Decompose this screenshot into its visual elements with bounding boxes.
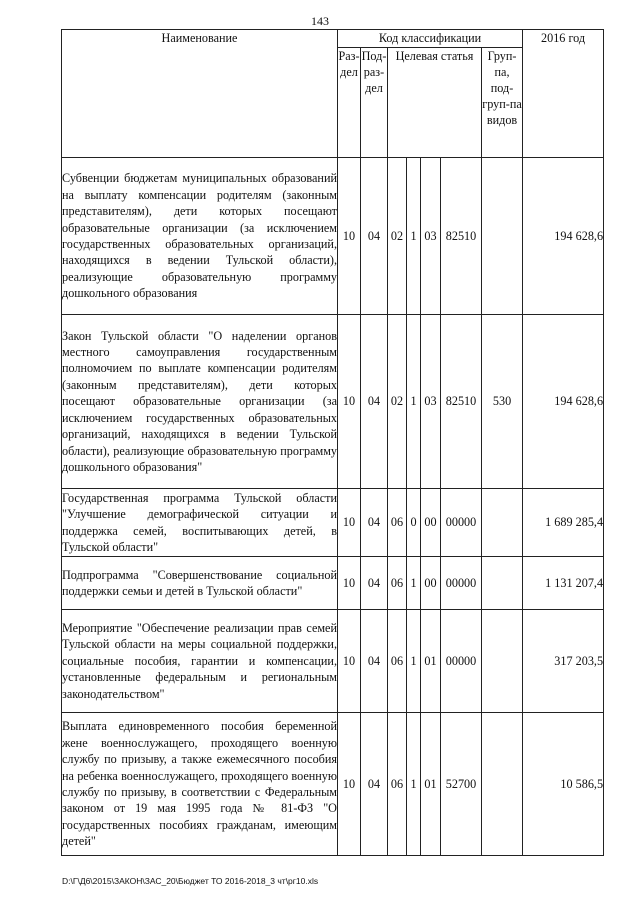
table-row	[62, 158, 604, 315]
row-name: Государственная программа Тульской области "Улучшение демографической ситуации и поддержка семей, воспитывающих детей, в Тульской области"	[62, 489, 338, 557]
row-direction: 00000	[441, 489, 482, 557]
header-podrazdel: Под-раз-дел	[361, 48, 388, 158]
row-group	[482, 610, 523, 713]
row-subprogram: 0	[407, 489, 421, 557]
row-podrazdel: 04	[361, 557, 388, 610]
row-amount: 194 628,6	[523, 315, 604, 489]
row-subprogram: 1	[407, 610, 421, 713]
row-program: 02	[388, 315, 407, 489]
row-subprogram: 1	[407, 557, 421, 610]
row-name: Мероприятие "Обеспечение реализации прав семей Тульской области на меры социальной поддержки, социальные пособия, гарантии и компенсации, установленные федеральным и региональным законодательством"	[62, 610, 338, 713]
row-podrazdel: 04	[361, 315, 388, 489]
row-direction: 00000	[441, 610, 482, 713]
row-event: 03	[421, 315, 441, 489]
row-razdel: 10	[338, 315, 361, 489]
row-group	[482, 713, 523, 856]
row-razdel: 10	[338, 610, 361, 713]
file-path-footer: D:\Г\Д6\2015\ЗАКОН\ЗАС_20\Бюджет ТО 2016-2018_3 чт\рг10.xls	[62, 876, 319, 886]
header-name: Наименование	[62, 30, 338, 158]
header-year: 2016 год	[523, 30, 604, 158]
row-razdel: 10	[338, 713, 361, 856]
table-row	[62, 713, 604, 856]
row-program: 06	[388, 713, 407, 856]
row-group	[482, 489, 523, 557]
row-amount: 1 131 207,4	[523, 557, 604, 610]
table-row	[62, 610, 604, 713]
row-razdel: 10	[338, 158, 361, 315]
row-amount: 1 689 285,4	[523, 489, 604, 557]
row-razdel: 10	[338, 557, 361, 610]
table-row	[62, 315, 604, 489]
table-row	[62, 557, 604, 610]
row-event: 01	[421, 610, 441, 713]
row-event: 00	[421, 489, 441, 557]
budget-table	[61, 29, 604, 856]
header-classification: Код классификации	[338, 30, 523, 48]
row-group: 530	[482, 315, 523, 489]
header-group: Груп-па, под-груп-па видов	[482, 48, 523, 158]
row-name: Закон Тульской области "О наделении органов местного самоуправления государственным полномочием по выплате компенсации родителям (законным представителям), дети которых посещают образовательные организации (за исключением государственных образовательных организаций, находящихся в ведении Тульской области), реализующие образовательную программу дошкольного образования"	[62, 315, 338, 489]
row-name: Подпрограмма "Совершенствование социальной поддержки семьи и детей в Тульской области"	[62, 557, 338, 610]
row-program: 06	[388, 557, 407, 610]
row-group	[482, 557, 523, 610]
row-razdel: 10	[338, 489, 361, 557]
row-direction: 82510	[441, 315, 482, 489]
row-group	[482, 158, 523, 315]
row-amount: 10 586,5	[523, 713, 604, 856]
table-row	[62, 489, 604, 557]
row-event: 01	[421, 713, 441, 856]
row-amount: 194 628,6	[523, 158, 604, 315]
row-podrazdel: 04	[361, 610, 388, 713]
row-event: 03	[421, 158, 441, 315]
header-target-article: Целевая статья	[388, 48, 482, 158]
row-direction: 82510	[441, 158, 482, 315]
row-podrazdel: 04	[361, 158, 388, 315]
row-podrazdel: 04	[361, 713, 388, 856]
row-direction: 00000	[441, 557, 482, 610]
row-program: 06	[388, 489, 407, 557]
row-name: Субвенции бюджетам муниципальных образований на выплату компенсации родителям (законным представителям), дети которых посещают образовательные организации (за исключением государственных образовательных организаций, находящихся в ведении Тульской области), реализующие образовательную программу дошкольного образования	[62, 158, 338, 315]
row-podrazdel: 04	[361, 489, 388, 557]
header-razdel: Раз-дел	[338, 48, 361, 158]
row-event: 00	[421, 557, 441, 610]
row-program: 06	[388, 610, 407, 713]
row-name: Выплата единовременного пособия беременной жене военнослужащего, проходящего военную службу по призыву, а также ежемесячного пособия на ребенка военнослужащего, проходящего военную службу по призыву, в соответствии с Федеральным законом от 19 мая 1995 года № 81-ФЗ "О государственных пособиях гражданам, имеющим детей"	[62, 713, 338, 856]
page-number: 143	[311, 14, 329, 28]
row-direction: 52700	[441, 713, 482, 856]
row-subprogram: 1	[407, 315, 421, 489]
row-program: 02	[388, 158, 407, 315]
row-subprogram: 1	[407, 713, 421, 856]
row-subprogram: 1	[407, 158, 421, 315]
row-amount: 317 203,5	[523, 610, 604, 713]
